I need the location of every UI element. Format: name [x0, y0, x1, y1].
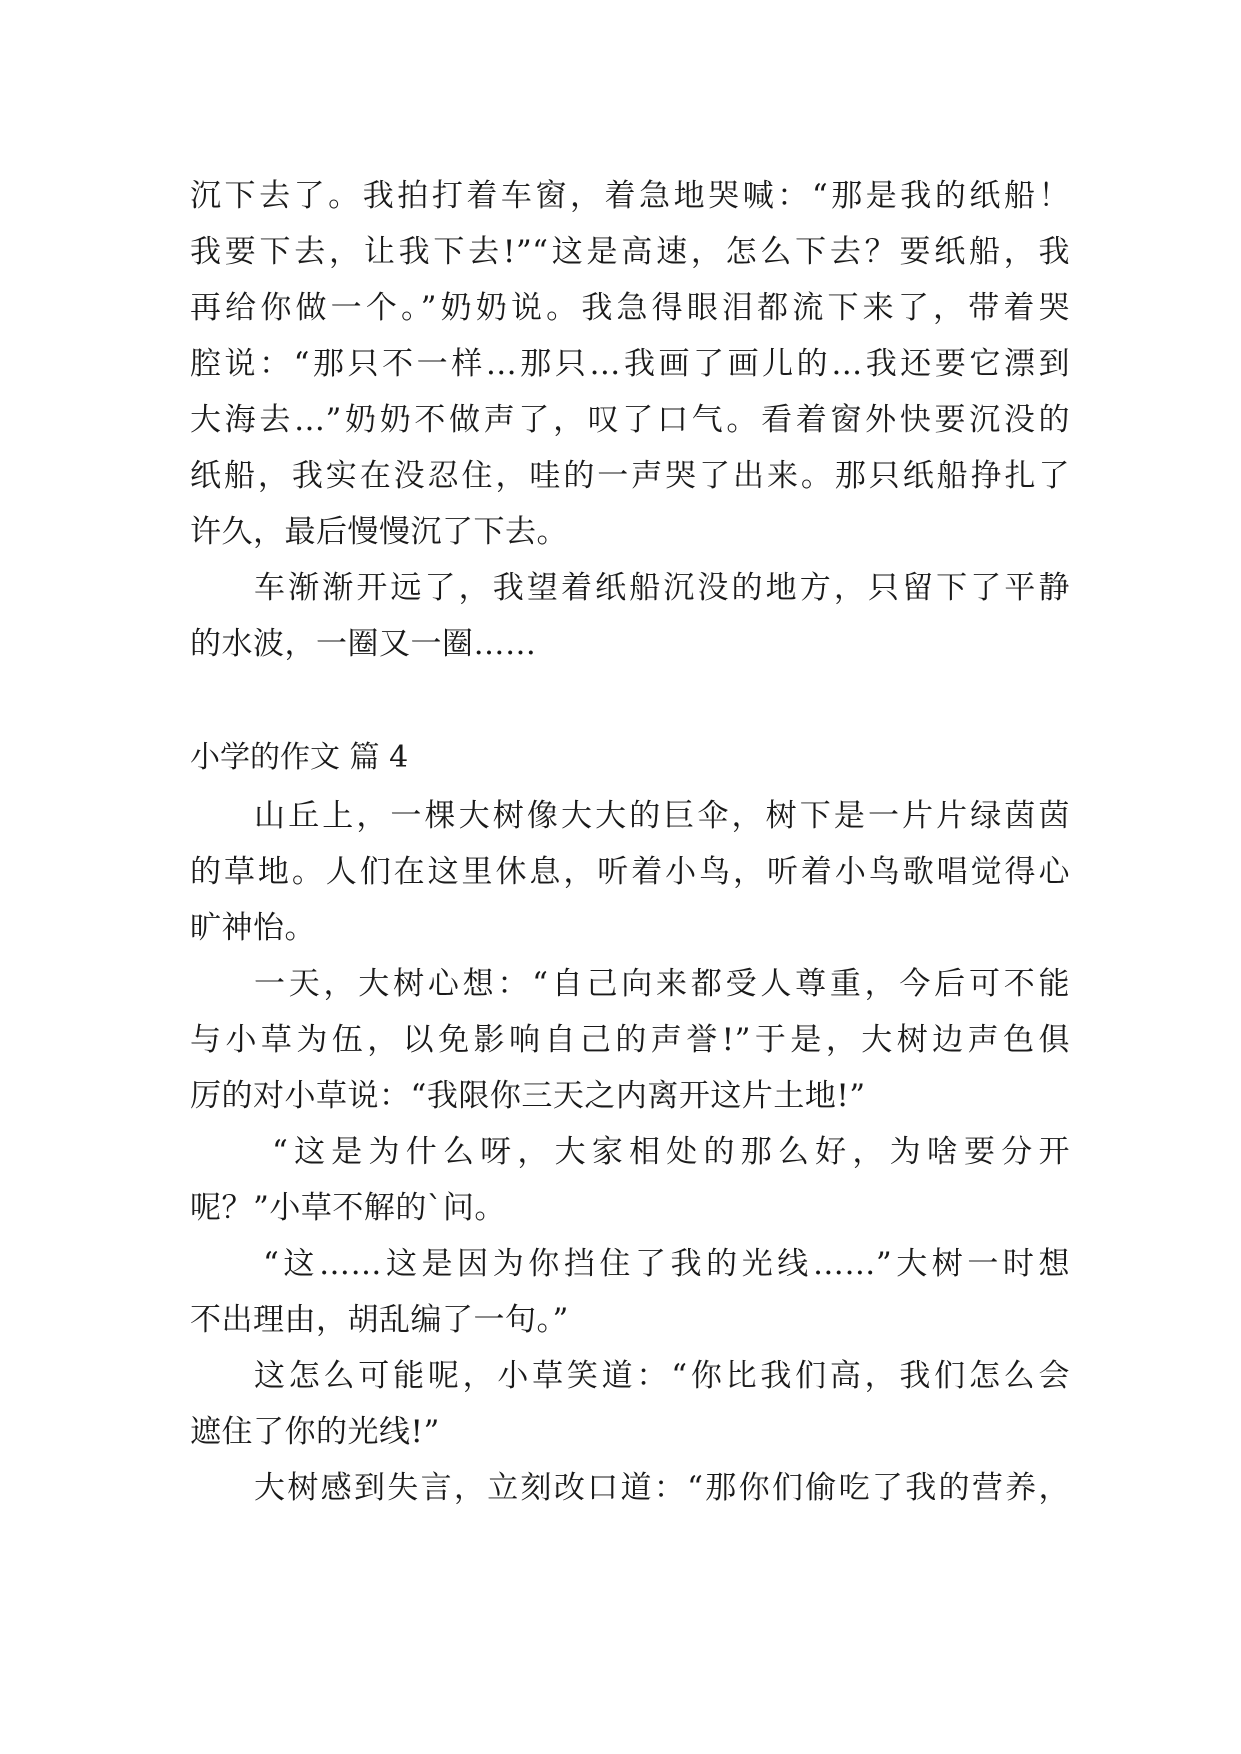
text-line: “这是为什么呀，大家相处的那么好，为啥要分开: [272, 1134, 1070, 1170]
text-line: 旷神怡。: [190, 910, 316, 946]
text-line: “这……这是因为你挡住了我的光线……”大树一时想: [263, 1246, 1070, 1282]
text-line: 大海去…”奶奶不做声了，叹了口气。看着窗外快要沉没的: [190, 402, 1070, 438]
text-line: 不出理由，胡乱编了一句。”: [190, 1302, 569, 1338]
section-heading: 小学的作文 篇 4: [190, 740, 409, 775]
text-line: 沉下去了。我拍打着车窗，着急地哭喊：“那是我的纸船！: [190, 178, 1070, 214]
text-line: 我要下去，让我下去!”“这是高速，怎么下去？要纸船，我: [190, 234, 1070, 270]
text-line: 的草地。人们在这里休息，听着小鸟，听着小鸟歌唱觉得心: [190, 854, 1070, 890]
text-line: 腔说：“那只不一样…那只…我画了画儿的…我还要它漂到: [190, 346, 1070, 382]
text-line: 与小草为伍，以免影响自己的声誉!”于是，大树边声色俱: [190, 1022, 1070, 1058]
text-line: 厉的对小草说：“我限你三天之内离开这片土地!”: [190, 1078, 866, 1114]
text-line: 呢？”小草不解的`问。: [190, 1190, 506, 1226]
text-line: 许久，最后慢慢沉了下去。: [190, 514, 568, 550]
text-line: 一天，大树心想：“自己向来都受人尊重，今后可不能: [254, 966, 1070, 1002]
text-line: 再给你做一个。”奶奶说。我急得眼泪都流下来了，带着哭: [190, 290, 1070, 326]
text-line: 车渐渐开远了，我望着纸船沉没的地方，只留下了平静: [254, 570, 1070, 606]
text-line: 山丘上，一棵大树像大大的巨伞，树下是一片片绿茵茵: [254, 798, 1070, 834]
text-line: 的水波，一圈又一圈……: [190, 626, 537, 662]
text-line: 这怎么可能呢，小草笑道：“你比我们高，我们怎么会: [254, 1358, 1070, 1394]
text-line: 大树感到失言，立刻改口道：“那你们偷吃了我的营养，: [254, 1470, 1070, 1506]
text-line: 纸船，我实在没忍住，哇的一声哭了出来。那只纸船挣扎了: [190, 458, 1070, 494]
text-line: 遮住了你的光线!”: [190, 1414, 440, 1450]
